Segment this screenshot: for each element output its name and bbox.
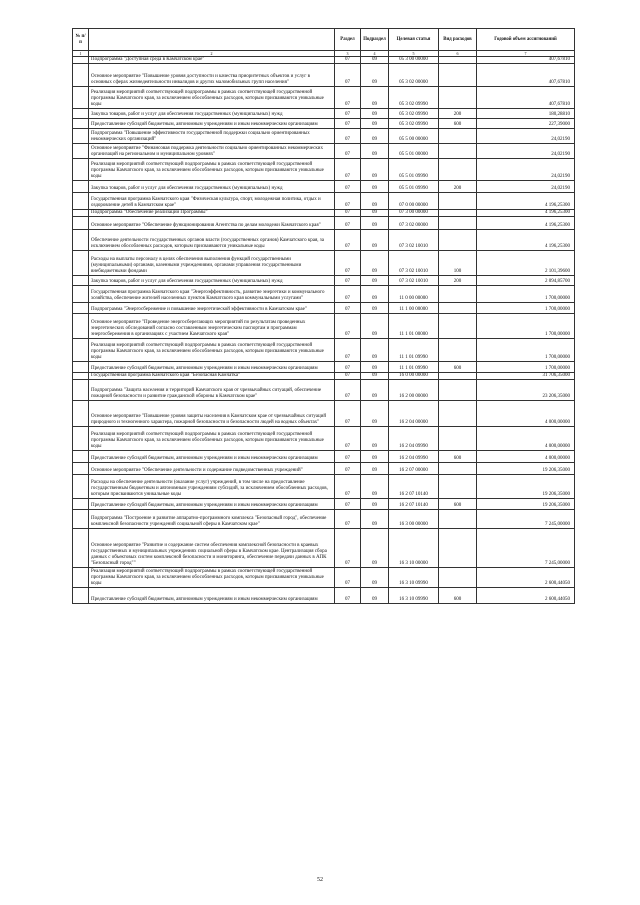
table-row <box>73 144 575 159</box>
row-expense-type-cell: 600 <box>439 499 477 510</box>
row-amount-cell: 24,02190 <box>477 159 575 181</box>
row-target-article-cell: 16 2 04 00000 <box>389 401 439 427</box>
row-target-article-cell: 11 1 01 00000 <box>389 314 439 339</box>
row-amount-cell: 19 206,35000 <box>477 475 575 499</box>
row-razdel-cell: 07 <box>335 64 361 87</box>
table-body <box>73 57 575 604</box>
row-expense-type-cell <box>439 64 477 87</box>
row-number-cell <box>73 210 89 217</box>
table-row <box>73 251 575 276</box>
row-razdel-cell: 07 <box>335 373 361 380</box>
table-row <box>73 210 575 217</box>
row-number-cell <box>73 401 89 427</box>
row-target-article-cell: 07 0 00 00000 <box>389 193 439 210</box>
row-podrazdel-cell: 09 <box>361 339 389 362</box>
header-podrazdel: Подраздел <box>361 29 389 51</box>
row-name-cell: Основное мероприятие "Развитие и содержание систем обеспечения комплексной безопасности в краевых государственных и муниципальных учреждениях социальной сферы в Камчатском крае. Централизация сбора данных с объектовых систем комплексной безопасности и мониторинга, обеспечение передачи данных в АПК "Безопасный город"" <box>89 529 335 568</box>
table-row <box>73 129 575 144</box>
row-number-cell <box>73 380 89 401</box>
row-razdel-cell: 07 <box>335 451 361 463</box>
row-number-cell <box>73 57 89 64</box>
row-podrazdel-cell: 09 <box>361 109 389 119</box>
column-number: 4 <box>361 51 389 57</box>
column-number: 1 <box>73 51 89 57</box>
row-podrazdel-cell: 09 <box>361 144 389 159</box>
row-amount-cell: 2 600,44050 <box>477 588 575 604</box>
row-amount-cell: 19 206,35000 <box>477 463 575 475</box>
header-name <box>89 29 335 51</box>
row-amount-cell: 7 245,00000 <box>477 510 575 529</box>
header-expense-type: Вид расходов <box>439 29 477 51</box>
row-razdel-cell: 07 <box>335 159 361 181</box>
row-expense-type-cell: 600 <box>439 588 477 604</box>
row-expense-type-cell <box>439 57 477 64</box>
row-expense-type-cell <box>439 159 477 181</box>
row-podrazdel-cell: 09 <box>361 380 389 401</box>
row-number-cell <box>73 510 89 529</box>
row-number-cell <box>73 303 89 314</box>
row-razdel-cell: 07 <box>335 362 361 373</box>
row-podrazdel-cell: 09 <box>361 373 389 380</box>
row-number-cell <box>73 87 89 109</box>
row-razdel-cell: 07 <box>335 568 361 588</box>
row-razdel-cell: 07 <box>335 380 361 401</box>
row-expense-type-cell: 200 <box>439 276 477 286</box>
row-number-cell <box>73 463 89 475</box>
table-row <box>73 57 575 64</box>
row-name-cell: Предоставление субсидий бюджетным, автономным учреждениям и иным некоммерческим организациям <box>89 362 335 373</box>
row-amount-cell: 31 706,35000 <box>477 373 575 380</box>
row-target-article-cell: 16 3 10 09990 <box>389 588 439 604</box>
row-podrazdel-cell: 09 <box>361 427 389 451</box>
row-expense-type-cell <box>439 193 477 210</box>
header-number: № п/п <box>73 29 89 51</box>
row-target-article-cell: 16 2 07 10140 <box>389 499 439 510</box>
row-razdel-cell: 07 <box>335 276 361 286</box>
row-podrazdel-cell: 09 <box>361 276 389 286</box>
row-podrazdel-cell: 09 <box>361 568 389 588</box>
row-podrazdel-cell: 09 <box>361 251 389 276</box>
row-target-article-cell: 07 3 02 10010 <box>389 230 439 251</box>
row-expense-type-cell <box>439 303 477 314</box>
row-name-cell: Подпрограмма "Построение и развитие аппаратно-программного комплекса "Безопасный город", обеспечение комплексной безопасности учреждений социальной сферы в Камчатском крае" <box>89 510 335 529</box>
row-razdel-cell: 07 <box>335 217 361 230</box>
row-number-cell <box>73 286 89 303</box>
row-name-cell: Реализация мероприятий соответствующей подпрограммы в рамках соответствующей государственной программы Камчатского края, за исключением обособленных расходов, которым присваиваются уникальные коды <box>89 427 335 451</box>
header-annual-amount: Годовой объем ассигнований <box>477 29 575 51</box>
row-podrazdel-cell: 09 <box>361 303 389 314</box>
row-number-cell <box>73 362 89 373</box>
row-amount-cell: 2 600,44050 <box>477 568 575 588</box>
row-target-article-cell: 05 5 00 00000 <box>389 129 439 144</box>
row-podrazdel-cell: 09 <box>361 217 389 230</box>
row-name-cell: Государственная программа Камчатского края "Безопасная Камчатка" <box>89 373 335 380</box>
table-row <box>73 427 575 451</box>
row-amount-cell: 407,67810 <box>477 57 575 64</box>
table-row <box>73 373 575 380</box>
row-name-cell: Расходы на выплаты персоналу в целях обеспечения выполнения функций государственными (муниципальными) органами, казенными учреждениями, органами управления государственными внебюджетными фондами <box>89 251 335 276</box>
row-amount-cell: 407,67810 <box>477 64 575 87</box>
row-podrazdel-cell: 09 <box>361 230 389 251</box>
row-name-cell: Основное мероприятие "Повышение уровня защиты населения в Камчатском крае от чрезвычайных ситуаций природного и техногенного характера, пожарной безопасности и безопасности людей на водных объектах" <box>89 401 335 427</box>
row-number-cell <box>73 451 89 463</box>
row-amount-cell: 4 196,25300 <box>477 217 575 230</box>
row-expense-type-cell <box>439 129 477 144</box>
table-row <box>73 87 575 109</box>
table-row <box>73 230 575 251</box>
row-podrazdel-cell: 09 <box>361 64 389 87</box>
row-amount-cell: 19 206,35000 <box>477 499 575 510</box>
row-razdel-cell: 07 <box>335 401 361 427</box>
row-podrazdel-cell: 09 <box>361 529 389 568</box>
row-name-cell: Реализация мероприятий соответствующей подпрограммы в рамках соответствующей государственной программы Камчатского края, за исключением обособленных расходов, которым присваиваются уникальные коды <box>89 87 335 109</box>
row-target-article-cell: 11 1 00 00000 <box>389 303 439 314</box>
table-row <box>73 217 575 230</box>
table-row <box>73 380 575 401</box>
row-amount-cell: 4 000,00000 <box>477 401 575 427</box>
table-row <box>73 401 575 427</box>
row-target-article-cell: 07 3 02 10010 <box>389 251 439 276</box>
row-amount-cell: 4 000,00000 <box>477 427 575 451</box>
row-razdel-cell: 07 <box>335 119 361 129</box>
row-podrazdel-cell: 09 <box>361 588 389 604</box>
row-podrazdel-cell: 09 <box>361 362 389 373</box>
row-name-cell: Подпрограмма "Защита населения и территорий Камчатского края от чрезвычайных ситуаций, обеспечение пожарной безопасности и развитие гражданской обороны в Камчатском крае" <box>89 380 335 401</box>
column-number: 5 <box>389 51 439 57</box>
row-name-cell: Реализация мероприятий соответствующей подпрограммы в рамках соответствующей государственной программы Камчатского края, за исключением обособленных расходов, которым присваиваются уникальные коды <box>89 339 335 362</box>
row-razdel-cell: 07 <box>335 588 361 604</box>
table-row <box>73 303 575 314</box>
row-expense-type-cell <box>439 529 477 568</box>
row-podrazdel-cell: 09 <box>361 129 389 144</box>
row-number-cell <box>73 251 89 276</box>
row-expense-type-cell <box>439 475 477 499</box>
budget-table <box>72 28 575 604</box>
row-target-article-cell: 16 2 07 10140 <box>389 475 439 499</box>
row-razdel-cell: 07 <box>335 109 361 119</box>
table-row <box>73 362 575 373</box>
table-row <box>73 463 575 475</box>
row-name-cell: Подпрограмма "Доступная среда в Камчатском крае" <box>89 57 335 64</box>
table-row <box>73 159 575 181</box>
row-razdel-cell: 07 <box>335 193 361 210</box>
row-number-cell <box>73 119 89 129</box>
column-number: 6 <box>439 51 477 57</box>
row-expense-type-cell <box>439 230 477 251</box>
row-razdel-cell: 07 <box>335 427 361 451</box>
header-razdel: Раздел <box>335 29 361 51</box>
table-row <box>73 119 575 129</box>
row-target-article-cell: 16 2 04 09990 <box>389 427 439 451</box>
row-number-cell <box>73 144 89 159</box>
row-target-article-cell: 16 2 07 00000 <box>389 463 439 475</box>
row-razdel-cell: 07 <box>335 57 361 64</box>
row-target-article-cell: 05 5 01 00000 <box>389 144 439 159</box>
row-number-cell <box>73 588 89 604</box>
row-amount-cell: 1 700,00000 <box>477 362 575 373</box>
row-amount-cell: 4 196,25300 <box>477 210 575 217</box>
row-target-article-cell: 07 3 02 00000 <box>389 217 439 230</box>
row-number-cell <box>73 230 89 251</box>
row-podrazdel-cell: 09 <box>361 314 389 339</box>
row-name-cell: Подпрограмма "Обеспечение реализации Программы" <box>89 210 335 217</box>
row-target-article-cell: 05 3 02 09990 <box>389 109 439 119</box>
row-amount-cell: 180,28810 <box>477 109 575 119</box>
row-podrazdel-cell: 09 <box>361 119 389 129</box>
row-amount-cell: 2 094,85700 <box>477 276 575 286</box>
table-row <box>73 286 575 303</box>
row-target-article-cell: 05 5 01 09990 <box>389 181 439 193</box>
table-row <box>73 181 575 193</box>
row-expense-type-cell: 600 <box>439 362 477 373</box>
row-target-article-cell: 16 3 10 09990 <box>389 568 439 588</box>
row-expense-type-cell: 200 <box>439 181 477 193</box>
row-expense-type-cell <box>439 427 477 451</box>
row-podrazdel-cell: 09 <box>361 510 389 529</box>
row-number-cell <box>73 499 89 510</box>
row-target-article-cell: 05 3 02 00000 <box>389 64 439 87</box>
table-row <box>73 568 575 588</box>
row-number-cell <box>73 568 89 588</box>
row-target-article-cell: 16 2 04 09990 <box>389 451 439 463</box>
row-razdel-cell: 07 <box>335 87 361 109</box>
row-name-cell: Основное мероприятие "Повышение уровня доступности и качества приоритетных объектов и услуг в основных сферах жизнедеятельности инвалидов и других маломобильных групп населения" <box>89 64 335 87</box>
row-expense-type-cell <box>439 210 477 217</box>
row-razdel-cell: 07 <box>335 230 361 251</box>
row-expense-type-cell <box>439 217 477 230</box>
row-amount-cell: 227,39000 <box>477 119 575 129</box>
row-name-cell: Обеспечение деятельности государственных органов власти (государственных органов) Камчатского края, за исключением обособленных расходов, которым присваиваются уникальные коды <box>89 230 335 251</box>
row-number-cell <box>73 314 89 339</box>
row-razdel-cell: 07 <box>335 510 361 529</box>
row-expense-type-cell <box>439 568 477 588</box>
row-name-cell: Реализация мероприятий соответствующей подпрограммы в рамках соответствующей государственной программы Камчатского края, за исключением обособленных расходов, которым присваиваются уникальные коды <box>89 568 335 588</box>
row-amount-cell: 24,02190 <box>477 144 575 159</box>
table-row <box>73 451 575 463</box>
row-name-cell: Основное мероприятие "Обеспечение функционирования Агентства по делам молодежи Камчатского края" <box>89 217 335 230</box>
table-row <box>73 314 575 339</box>
column-number: 3 <box>335 51 361 57</box>
row-podrazdel-cell: 09 <box>361 87 389 109</box>
row-expense-type-cell: 200 <box>439 109 477 119</box>
page-number: 52 <box>317 877 323 883</box>
row-target-article-cell: 07 3 02 10010 <box>389 276 439 286</box>
row-amount-cell: 24,02190 <box>477 129 575 144</box>
table-header-row <box>73 29 575 51</box>
row-target-article-cell: 05 3 00 00000 <box>389 57 439 64</box>
row-amount-cell: 1 700,00000 <box>477 286 575 303</box>
row-target-article-cell: 05 3 02 09990 <box>389 87 439 109</box>
row-razdel-cell: 07 <box>335 286 361 303</box>
row-name-cell: Предоставление субсидий бюджетным, автономным учреждениям и иным некоммерческим организациям <box>89 499 335 510</box>
row-podrazdel-cell: 09 <box>361 463 389 475</box>
row-target-article-cell: 07 3 00 00000 <box>389 210 439 217</box>
row-podrazdel-cell: 09 <box>361 57 389 64</box>
row-expense-type-cell <box>439 314 477 339</box>
row-expense-type-cell: 100 <box>439 251 477 276</box>
row-number-cell <box>73 109 89 119</box>
row-number-cell <box>73 276 89 286</box>
table-row <box>73 109 575 119</box>
row-expense-type-cell <box>439 286 477 303</box>
row-expense-type-cell <box>439 339 477 362</box>
row-expense-type-cell <box>439 144 477 159</box>
row-name-cell: Основное мероприятие "Проведение энергосберегающих мероприятий по результатам проведенных энергетических обследований согласно составленным энергетическим паспортам и программам энергосбережения в организациях с участием Камчатского края" <box>89 314 335 339</box>
row-razdel-cell: 07 <box>335 144 361 159</box>
row-podrazdel-cell: 09 <box>361 286 389 303</box>
row-expense-type-cell <box>439 510 477 529</box>
row-razdel-cell: 07 <box>335 210 361 217</box>
row-razdel-cell: 07 <box>335 463 361 475</box>
row-number-cell <box>73 529 89 568</box>
row-amount-cell: 1 700,00000 <box>477 303 575 314</box>
row-amount-cell: 24,02190 <box>477 181 575 193</box>
table-row <box>73 499 575 510</box>
column-number: 7 <box>477 51 575 57</box>
row-name-cell: Предоставление субсидий бюджетным, автономным учреждениям и иным некоммерческим организациям <box>89 451 335 463</box>
row-expense-type-cell <box>439 87 477 109</box>
row-podrazdel-cell: 09 <box>361 181 389 193</box>
row-amount-cell: 4 196,25300 <box>477 193 575 210</box>
row-razdel-cell: 07 <box>335 303 361 314</box>
row-number-cell <box>73 373 89 380</box>
row-podrazdel-cell: 09 <box>361 159 389 181</box>
row-razdel-cell: 07 <box>335 251 361 276</box>
table-row <box>73 588 575 604</box>
table-row <box>73 276 575 286</box>
row-name-cell: Расходы на обеспечение деятельности (оказание услуг) учреждений, в том числе на предоставление государственным бюджетным и автономным учреждениям субсидий, за исключением обособленных расходов, которым присваиваются уникальные коды <box>89 475 335 499</box>
row-expense-type-cell <box>439 373 477 380</box>
row-target-article-cell: 05 3 02 09990 <box>389 119 439 129</box>
row-razdel-cell: 07 <box>335 529 361 568</box>
row-razdel-cell: 07 <box>335 181 361 193</box>
row-number-cell <box>73 217 89 230</box>
row-podrazdel-cell: 09 <box>361 210 389 217</box>
row-podrazdel-cell: 09 <box>361 193 389 210</box>
row-number-cell <box>73 427 89 451</box>
row-name-cell: Закупка товаров, работ и услуг для обеспечения государственных (муниципальных) нужд <box>89 109 335 119</box>
row-number-cell <box>73 64 89 87</box>
row-amount-cell: 407,67810 <box>477 87 575 109</box>
row-number-cell <box>73 129 89 144</box>
row-amount-cell: 23 206,35000 <box>477 380 575 401</box>
row-name-cell: Реализация мероприятий соответствующей подпрограммы в рамках соответствующей государственной программы Камчатского края, за исключением обособленных расходов, которым присваиваются уникальные коды <box>89 159 335 181</box>
row-amount-cell: 1 700,00000 <box>477 339 575 362</box>
row-name-cell: Основное мероприятие "Финансовая поддержка деятельности социально ориентированных некоммерческих организаций на региональном и муниципальном уровнях" <box>89 144 335 159</box>
row-target-article-cell: 16 3 00 00000 <box>389 510 439 529</box>
row-podrazdel-cell: 09 <box>361 499 389 510</box>
row-name-cell: Подпрограмма "Повышение эффективности государственной поддержки социально ориентированных некоммерческих организаций" <box>89 129 335 144</box>
row-razdel-cell: 07 <box>335 475 361 499</box>
table-row <box>73 510 575 529</box>
row-target-article-cell: 16 2 00 00000 <box>389 380 439 401</box>
table-row <box>73 339 575 362</box>
row-podrazdel-cell: 09 <box>361 451 389 463</box>
row-expense-type-cell <box>439 380 477 401</box>
row-number-cell <box>73 339 89 362</box>
row-name-cell: Предоставление субсидий бюджетным, автономным учреждениям и иным некоммерческим организациям <box>89 588 335 604</box>
row-razdel-cell: 07 <box>335 129 361 144</box>
row-amount-cell: 2 101,39600 <box>477 251 575 276</box>
row-podrazdel-cell: 09 <box>361 475 389 499</box>
row-expense-type-cell: 600 <box>439 119 477 129</box>
table-row <box>73 64 575 87</box>
row-target-article-cell: 16 0 00 00000 <box>389 373 439 380</box>
row-name-cell: Государственная программа Камчатского края "Энергоэффективность, развитие энергетики и коммунального хозяйства, обеспечение жителей населенных пунктов Камчатского края коммунальными услугами" <box>89 286 335 303</box>
row-number-cell <box>73 159 89 181</box>
row-number-cell <box>73 181 89 193</box>
row-target-article-cell: 11 0 00 00000 <box>389 286 439 303</box>
row-razdel-cell: 07 <box>335 314 361 339</box>
row-number-cell <box>73 193 89 210</box>
row-amount-cell: 4 000,00000 <box>477 451 575 463</box>
row-target-article-cell: 11 1 01 09990 <box>389 339 439 362</box>
row-amount-cell: 4 196,25300 <box>477 230 575 251</box>
row-name-cell: Предоставление субсидий бюджетным, автономным учреждениям и иным некоммерческим организациям <box>89 119 335 129</box>
row-expense-type-cell <box>439 463 477 475</box>
table-row <box>73 529 575 568</box>
row-number-cell <box>73 475 89 499</box>
row-target-article-cell: 05 5 01 09990 <box>389 159 439 181</box>
row-amount-cell: 1 700,00000 <box>477 314 575 339</box>
row-expense-type-cell <box>439 401 477 427</box>
document-page <box>72 28 574 604</box>
row-name-cell: Подпрограмма "Энергосбережение и повышение энергетической эффективности в Камчатском крае" <box>89 303 335 314</box>
row-amount-cell: 7 245,00000 <box>477 529 575 568</box>
row-name-cell: Государственная программа Камчатского края "Физическая культура, спорт, молодежная политика, отдых и оздоровление детей в Камчатском крае" <box>89 193 335 210</box>
row-podrazdel-cell: 09 <box>361 401 389 427</box>
row-razdel-cell: 07 <box>335 339 361 362</box>
row-name-cell: Закупка товаров, работ и услуг для обеспечения государственных (муниципальных) нужд <box>89 181 335 193</box>
header-target-article: Целевая статья <box>389 29 439 51</box>
row-expense-type-cell: 600 <box>439 451 477 463</box>
row-target-article-cell: 16 3 10 00000 <box>389 529 439 568</box>
row-razdel-cell: 07 <box>335 499 361 510</box>
table-row <box>73 475 575 499</box>
row-name-cell: Закупка товаров, работ и услуг для обеспечения государственных (муниципальных) нужд <box>89 276 335 286</box>
column-number: 2 <box>89 51 335 57</box>
row-target-article-cell: 11 1 01 09990 <box>389 362 439 373</box>
table-row <box>73 193 575 210</box>
row-name-cell: Основное мероприятие "Обеспечение деятельности и содержание подведомственных учреждений" <box>89 463 335 475</box>
